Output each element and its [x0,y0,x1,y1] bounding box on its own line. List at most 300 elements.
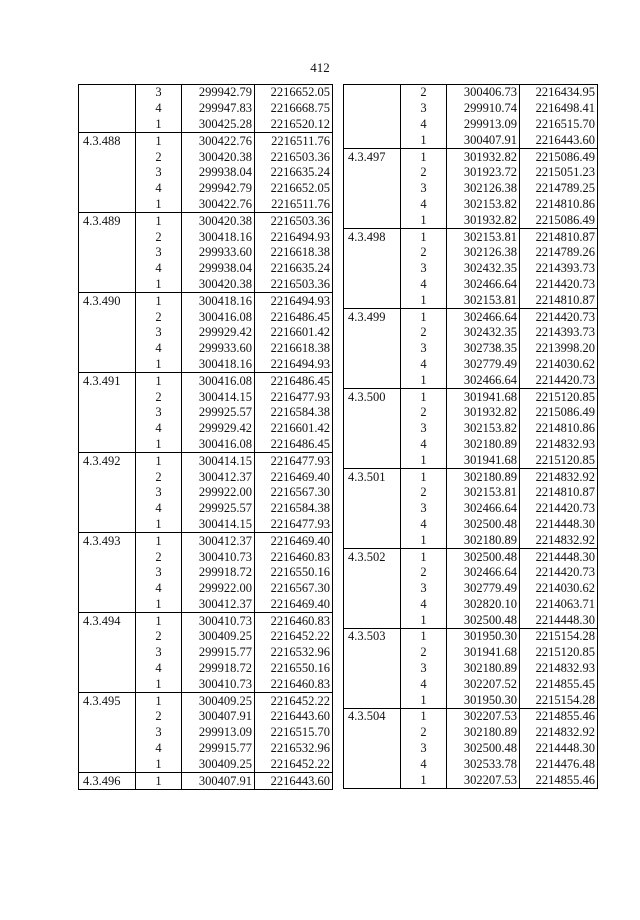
parcel-id-cell [344,452,401,468]
point-number-cell: 1 [401,709,447,725]
x-coordinate-cell: 300418.16 [182,229,255,245]
table-row [344,277,598,293]
point-number-cell: 1 [136,453,182,469]
y-coordinate-cell: 2216511.76 [255,133,333,149]
parcel-id-cell [79,245,136,261]
point-number-cell: 1 [401,629,447,645]
y-coordinate-cell: 2216469.40 [255,533,333,549]
parcel-id-cell: 4.3.490 [79,293,136,309]
point-number-cell: 2 [420,245,427,260]
x-coordinate-cell: 302126.38 [447,245,520,261]
point-number-cell: 1 [155,116,162,131]
parcel-id-cell [344,421,401,437]
table-row [79,453,333,469]
parcel-id-cell [79,549,136,565]
y-coordinate-cell: 2216486.45 [255,309,333,325]
y-coordinate-cell: 2216652.05 [255,85,333,101]
x-coordinate-cell: 300416.08 [182,309,255,325]
x-coordinate-cell: 302779.49 [447,357,520,373]
point-number-cell: 1 [420,532,427,547]
parcel-id-cell [79,485,136,501]
table-row [79,101,333,117]
x-coordinate-cell: 299918.72 [182,565,255,581]
point-number-cell: 4 [420,596,427,611]
point-number-cell: 4 [420,356,427,371]
table-row [79,469,333,485]
x-coordinate-cell: 300416.08 [182,437,255,453]
parcel-id-cell [344,612,401,628]
point-number-cell: 3 [420,501,427,516]
parcel-id-cell [344,292,401,308]
point-number-cell: 1 [420,612,427,627]
parcel-id-cell [344,372,401,388]
y-coordinate-cell: 2216460.83 [255,676,333,692]
parcel-id-cell [344,692,401,708]
point-number-cell: 4 [420,436,427,451]
parcel-id-cell [79,741,136,757]
parcel-id-cell: 4.3.503 [344,629,401,645]
y-coordinate-cell: 2216635.24 [255,165,333,181]
table-row [79,261,333,277]
y-coordinate-cell: 2214810.86 [520,197,598,213]
x-coordinate-cell: 300414.15 [182,389,255,405]
table-row [79,197,333,213]
x-coordinate-cell: 302432.35 [447,325,520,341]
table-row [344,772,598,788]
x-coordinate-cell: 301941.68 [447,645,520,661]
x-coordinate-cell: 299925.57 [182,501,255,517]
parcel-id-cell [79,517,136,533]
point-number-cell: 3 [420,261,427,276]
table-row [79,613,333,629]
table-row [344,452,598,468]
x-coordinate-cell: 302533.78 [447,756,520,772]
parcel-id-cell [344,85,401,101]
x-coordinate-cell: 300414.15 [182,517,255,533]
x-coordinate-cell: 302466.64 [447,372,520,388]
parcel-id-cell [344,117,401,133]
y-coordinate-cell: 2213998.20 [520,341,598,357]
table-row [79,277,333,293]
x-coordinate-cell: 302466.64 [447,501,520,517]
table-row [79,485,333,501]
table-row [344,325,598,341]
x-coordinate-cell: 301932.82 [447,149,520,165]
y-coordinate-cell: 2216515.70 [255,725,333,741]
parcel-id-cell: 4.3.504 [344,709,401,725]
x-coordinate-cell: 300412.37 [182,533,255,549]
parcel-id-cell: 4.3.501 [344,469,401,485]
x-coordinate-cell: 299915.77 [182,741,255,757]
parcel-id-cell [79,101,136,117]
point-number-cell: 4 [420,196,427,211]
parcel-id-cell [79,117,136,133]
parcel-id-cell [79,389,136,405]
point-number-cell: 1 [136,293,182,309]
parcel-id-cell [344,245,401,261]
y-coordinate-cell: 2214832.93 [520,661,598,677]
table-row [79,181,333,197]
parcel-id-cell [79,565,136,581]
y-coordinate-cell: 2216584.38 [255,501,333,517]
parcel-id-cell: 4.3.500 [344,389,401,405]
x-coordinate-cell: 302779.49 [447,581,520,597]
point-number-cell: 3 [155,165,162,180]
y-coordinate-cell: 2215120.85 [520,389,598,405]
x-coordinate-cell: 302207.53 [447,709,520,725]
parcel-id-cell [79,709,136,725]
point-number-cell: 2 [420,165,427,180]
table-row [79,421,333,437]
point-number-cell: 1 [136,213,182,229]
y-coordinate-cell: 2214448.30 [520,741,598,757]
x-coordinate-cell: 299929.42 [182,325,255,341]
y-coordinate-cell: 2216486.45 [255,437,333,453]
x-coordinate-cell: 299942.79 [182,181,255,197]
x-coordinate-cell: 302126.38 [447,181,520,197]
table-row [79,229,333,245]
parcel-id-cell: 4.3.497 [344,149,401,165]
point-number-cell: 4 [420,516,427,531]
y-coordinate-cell: 2216494.93 [255,357,333,373]
y-coordinate-cell: 2214448.30 [520,612,598,628]
table-row [344,101,598,117]
point-number-cell: 3 [420,741,427,756]
table-row [344,532,598,548]
table-row [344,181,598,197]
x-coordinate-cell: 299922.00 [182,581,255,597]
y-coordinate-cell: 2216584.38 [255,405,333,421]
y-coordinate-cell: 2214810.87 [520,229,598,245]
parcel-id-cell [344,197,401,213]
table-row [344,341,598,357]
parcel-id-cell [344,405,401,421]
point-number-cell: 2 [155,309,162,324]
x-coordinate-cell: 300418.16 [182,357,255,373]
y-coordinate-cell: 2216498.41 [520,101,598,117]
y-coordinate-cell: 2214476.48 [520,756,598,772]
x-coordinate-cell: 299929.42 [182,421,255,437]
point-number-cell: 1 [136,533,182,549]
y-coordinate-cell: 2216503.36 [255,149,333,165]
point-number-cell: 1 [401,389,447,405]
parcel-id-cell: 4.3.493 [79,533,136,549]
point-number-cell: 2 [155,149,162,164]
parcel-id-cell [344,325,401,341]
x-coordinate-cell: 302500.48 [447,612,520,628]
y-coordinate-cell: 2216520.12 [255,117,333,133]
point-number-cell: 4 [420,676,427,691]
parcel-id-cell [79,725,136,741]
table-row [344,597,598,613]
parcel-id-cell [79,437,136,453]
y-coordinate-cell: 2215120.85 [520,452,598,468]
point-number-cell: 2 [155,469,162,484]
parcel-id-cell [344,772,401,788]
table-row [79,309,333,325]
y-coordinate-cell: 2216618.38 [255,245,333,261]
point-number-cell: 2 [155,549,162,564]
point-number-cell: 1 [136,693,182,709]
y-coordinate-cell: 2216503.36 [255,277,333,293]
point-number-cell: 2 [420,565,427,580]
table-row [79,629,333,645]
point-number-cell: 1 [420,692,427,707]
parcel-id-cell [344,181,401,197]
table-row [79,533,333,549]
table-row [344,645,598,661]
x-coordinate-cell: 302180.89 [447,661,520,677]
y-coordinate-cell: 2216601.42 [255,421,333,437]
parcel-id-cell: 4.3.496 [79,773,136,790]
table-row [79,581,333,597]
point-number-cell: 2 [420,325,427,340]
table-row [79,756,333,772]
parcel-id-cell [79,756,136,772]
y-coordinate-cell: 2216460.83 [255,613,333,629]
y-coordinate-cell: 2214855.46 [520,709,598,725]
point-number-cell: 4 [155,581,162,596]
table-row [344,149,598,165]
table-row [79,85,333,101]
parcel-id-cell [344,261,401,277]
coordinates-table-right [343,84,598,789]
table-row [344,485,598,501]
point-number-cell: 3 [420,101,427,116]
parcel-id-cell [344,597,401,613]
point-number-cell: 1 [155,196,162,211]
parcel-id-cell [79,165,136,181]
point-number-cell: 3 [155,645,162,660]
parcel-id-cell [344,437,401,453]
parcel-id-cell [79,149,136,165]
point-number-cell: 1 [155,756,162,771]
x-coordinate-cell: 299938.04 [182,165,255,181]
x-coordinate-cell: 300422.76 [182,133,255,149]
table-row [344,517,598,533]
y-coordinate-cell: 2214789.26 [520,245,598,261]
x-coordinate-cell: 302820.10 [447,597,520,613]
table-row [79,676,333,692]
x-coordinate-cell: 302738.35 [447,341,520,357]
parcel-id-cell [79,309,136,325]
point-number-cell: 4 [420,276,427,291]
x-coordinate-cell: 299913.09 [447,117,520,133]
table-row [344,292,598,308]
x-coordinate-cell: 302153.82 [447,197,520,213]
parcel-id-cell: 4.3.492 [79,453,136,469]
y-coordinate-cell: 2214832.92 [520,725,598,741]
parcel-id-cell [344,485,401,501]
point-number-cell: 1 [401,309,447,325]
y-coordinate-cell: 2216477.93 [255,453,333,469]
y-coordinate-cell: 2214393.73 [520,325,598,341]
parcel-id-cell: 4.3.498 [344,229,401,245]
y-coordinate-cell: 2216477.93 [255,389,333,405]
y-coordinate-cell: 2216618.38 [255,341,333,357]
x-coordinate-cell: 300416.08 [182,373,255,389]
table-row [79,341,333,357]
parcel-id-cell [344,661,401,677]
table-row [79,293,333,309]
y-coordinate-cell: 2214810.86 [520,421,598,437]
y-coordinate-cell: 2216567.30 [255,581,333,597]
x-coordinate-cell: 302153.82 [447,421,520,437]
table-row [79,389,333,405]
x-coordinate-cell: 299913.09 [182,725,255,741]
point-number-cell: 1 [136,133,182,149]
y-coordinate-cell: 2216469.40 [255,469,333,485]
parcel-id-cell [344,741,401,757]
parcel-id-cell [344,756,401,772]
y-coordinate-cell: 2215086.49 [520,149,598,165]
x-coordinate-cell: 299933.60 [182,245,255,261]
table-row [79,725,333,741]
point-number-cell: 3 [155,405,162,420]
y-coordinate-cell: 2216601.42 [255,325,333,341]
parcel-id-cell [344,581,401,597]
y-coordinate-cell: 2216515.70 [520,117,598,133]
y-coordinate-cell: 2215120.85 [520,645,598,661]
parcel-id-cell [344,132,401,148]
x-coordinate-cell: 300420.38 [182,213,255,229]
point-number-cell: 4 [155,181,162,196]
parcel-id-cell: 4.3.502 [344,549,401,565]
x-coordinate-cell: 300407.91 [182,709,255,725]
x-coordinate-cell: 300410.73 [182,613,255,629]
x-coordinate-cell: 299933.60 [182,341,255,357]
table-row [344,501,598,517]
table-row [79,709,333,725]
table-row [79,437,333,453]
y-coordinate-cell: 2214448.30 [520,549,598,565]
table-row [344,197,598,213]
x-coordinate-cell: 302207.52 [447,676,520,692]
x-coordinate-cell: 300406.73 [447,85,520,101]
parcel-id-cell [344,101,401,117]
table-row [79,405,333,421]
parcel-id-cell [79,421,136,437]
point-number-cell: 3 [155,485,162,500]
x-coordinate-cell: 299942.79 [182,85,255,101]
x-coordinate-cell: 300409.25 [182,756,255,772]
table-row [344,212,598,228]
x-coordinate-cell: 302500.48 [447,517,520,533]
point-number-cell: 1 [155,516,162,531]
table-row [344,117,598,133]
table-row [79,773,333,790]
x-coordinate-cell: 301950.30 [447,692,520,708]
y-coordinate-cell: 2216452.22 [255,756,333,772]
x-coordinate-cell: 302207.53 [447,772,520,788]
table-row [344,357,598,373]
x-coordinate-cell: 301932.82 [447,212,520,228]
parcel-id-cell: 4.3.499 [344,309,401,325]
table-row [344,389,598,405]
parcel-id-cell [79,85,136,101]
point-number-cell: 4 [155,661,162,676]
parcel-id-cell [79,181,136,197]
x-coordinate-cell: 299925.57 [182,405,255,421]
table-row [79,357,333,373]
x-coordinate-cell: 299910.74 [447,101,520,117]
table-row [79,165,333,181]
point-number-cell: 1 [420,212,427,227]
parcel-id-cell [79,229,136,245]
y-coordinate-cell: 2214420.73 [520,309,598,325]
point-number-cell: 4 [420,116,427,131]
y-coordinate-cell: 2214789.25 [520,181,598,197]
table-row [344,437,598,453]
parcel-id-cell [344,645,401,661]
parcel-id-cell [344,725,401,741]
point-number-cell: 3 [155,565,162,580]
y-coordinate-cell: 2214855.46 [520,772,598,788]
y-coordinate-cell: 2214030.62 [520,581,598,597]
x-coordinate-cell: 302500.48 [447,549,520,565]
point-number-cell: 2 [155,709,162,724]
page-number: 412 [310,60,330,75]
point-number-cell: 1 [401,229,447,245]
point-number-cell: 1 [136,373,182,389]
table-row [344,309,598,325]
table-row [79,661,333,677]
parcel-id-cell [79,676,136,692]
point-number-cell: 3 [420,581,427,596]
y-coordinate-cell: 2216460.83 [255,549,333,565]
parcel-id-cell [344,341,401,357]
point-number-cell: 3 [155,725,162,740]
parcel-id-cell [344,565,401,581]
parcel-id-cell [79,629,136,645]
point-number-cell: 2 [420,485,427,500]
table-row [344,245,598,261]
point-number-cell: 1 [401,469,447,485]
x-coordinate-cell: 301941.68 [447,452,520,468]
y-coordinate-cell: 2214420.73 [520,372,598,388]
x-coordinate-cell: 302466.64 [447,309,520,325]
x-coordinate-cell: 302180.89 [447,725,520,741]
table-row [79,597,333,613]
point-number-cell: 3 [155,325,162,340]
x-coordinate-cell: 301932.82 [447,405,520,421]
x-coordinate-cell: 300418.16 [182,293,255,309]
x-coordinate-cell: 302466.64 [447,277,520,293]
y-coordinate-cell: 2214832.92 [520,469,598,485]
y-coordinate-cell: 2214063.71 [520,597,598,613]
x-coordinate-cell: 302153.81 [447,229,520,245]
table-row [344,709,598,725]
table-row [344,469,598,485]
table-row [79,741,333,757]
point-number-cell: 1 [155,436,162,451]
parcel-id-cell [344,501,401,517]
table-row [344,549,598,565]
table-row [344,421,598,437]
parcel-id-cell: 4.3.489 [79,213,136,229]
point-number-cell: 1 [401,772,447,788]
point-number-cell: 3 [420,421,427,436]
point-number-cell: 4 [420,756,427,771]
table-row [344,261,598,277]
parcel-id-cell [79,261,136,277]
point-number-cell: 2 [420,645,427,660]
x-coordinate-cell: 302432.35 [447,261,520,277]
x-coordinate-cell: 302500.48 [447,741,520,757]
point-number-cell: 4 [155,101,162,116]
table-row [344,676,598,692]
x-coordinate-cell: 300407.91 [447,132,520,148]
